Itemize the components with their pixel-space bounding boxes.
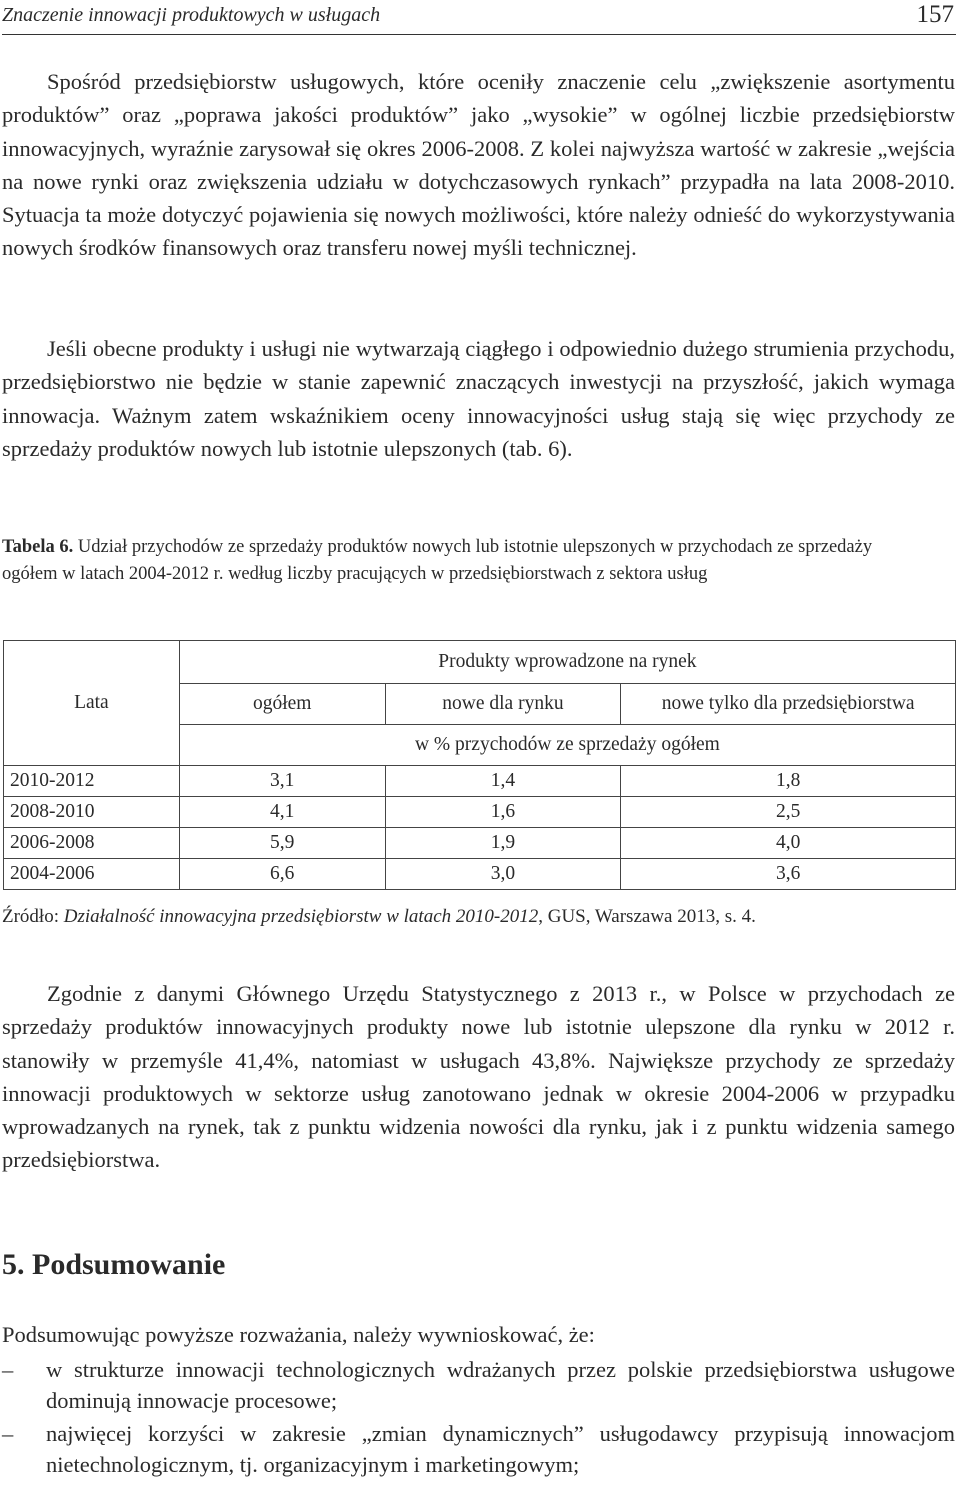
table-cell: 2006-2008 — [4, 828, 180, 859]
body-paragraph-1: Spośród przedsiębiorstw usługowych, które oceniły znaczenie celu „zwiększenie asortymentu produktów” oraz „poprawa jakości produktów” jako „wysokie” w ogólnej liczbie przedsiębiorstw innowacyjnych, wyraźnie zarysował się okres 2006-2008. Z kolei najwyższa wartość w zakresie „wejścia na nowe rynki oraz zwiększenia udziału w dotychczasowych rynkach” przypadła na lata 2008-2010. Sytuacja ta może dotyczyć pojawienia się nowych możliwości, które należy odnieść do wykorzystywania nowych środków finansowych oraz transferu nowej myśli technicznej. — [2, 69, 955, 261]
running-title: Znaczenie innowacji produktowych w usługach — [2, 4, 381, 26]
header-col-nowe-dla-przedsiebiorstwa: nowe tylko dla przedsiębiorstwa — [621, 684, 956, 725]
table-cell: 5,9 — [179, 828, 385, 859]
table-cell: 2,5 — [621, 797, 956, 828]
table-row — [4, 859, 956, 890]
table-cell: 3,0 — [385, 859, 621, 890]
table-cell: 3,1 — [179, 766, 385, 797]
table-cell: 2004-2006 — [4, 859, 180, 890]
table-caption-label: Tabela 6. — [2, 537, 74, 557]
unit-note: w % przychodów ze sprzedaży ogółem — [179, 725, 955, 766]
table-row — [4, 797, 956, 828]
summary-list-text: najwięcej korzyści w zakresie „zmian dynamicznych” usługodawcy przypisują innowacjom nietechnologicznym, tj. organizacyjnym i marketingowym; — [46, 1421, 955, 1477]
header-group: Produkty wprowadzone na rynek — [179, 641, 955, 684]
table-cell: 2008-2010 — [4, 797, 180, 828]
summary-list-text: w strukturze innowacji technologicznych wdrażanych przez polskie przedsiębiorstwa usługowe dominują innowacje procesowe; — [46, 1357, 955, 1413]
section-heading: 5. Podsumowanie — [2, 1248, 226, 1281]
table-cell: 4,0 — [621, 828, 956, 859]
table-caption-text: Udział przychodów ze sprzedaży produktów nowych lub istotnie ulepszonych w przychodach ze sprzedaży ogółem w latach 2004-2012 r. według liczby pracujących w przedsiębiorstwach z sektora usług — [2, 537, 873, 584]
body-paragraph-2: Jeśli obecne produkty i usługi nie wytwarzają ciągłego i odpowiednio dużego strumienia przychodu, przedsiębiorstwo nie będzie w stanie zapewnić znaczących inwestycji na przyszłość, jakich wymaga innowacja. Ważnym zatem wskaźnikiem oceny innowacyjności usług stają się więc przychody ze sprzedaży produktów nowych lub istotnie ulepszonych (tab. 6). — [2, 336, 955, 461]
table-source — [2, 906, 955, 928]
source-label: Źródło: — [2, 906, 59, 927]
header-col-ogolem: ogółem — [179, 684, 385, 725]
table-row — [4, 828, 956, 859]
source-details: , GUS, Warszawa 2013, s. 4. — [538, 906, 756, 927]
summary-list-item — [2, 1418, 955, 1480]
dash-bullet-icon: – — [2, 1357, 14, 1382]
summary-list-item — [2, 1354, 955, 1416]
running-header — [2, 0, 956, 35]
page-number: 157 — [916, 1, 954, 28]
table-header-row — [4, 641, 956, 684]
dash-bullet-icon: – — [2, 1421, 14, 1446]
data-table — [3, 640, 956, 890]
source-title: Działalność innowacyjna przedsiębiorstw w latach 2010-2012 — [63, 906, 539, 927]
body-paragraph-3: Zgodnie z danymi Głównego Urzędu Statystycznego z 2013 r., w Polsce w przychodach ze sprzedaży produktów innowacyjnych produkty nowe lub istotnie ulepszone dla rynku w 2012 r. stanowiły w przemyśle 41,4%, natomiast w usługach 43,8%. Największe przychody ze sprzedaży innowacji produktowych w sektorze usług zanotowano jednak w okresie 2004-2006 w przypadku wprowadzanych na rynek, tak z punktu widzenia nowości dla rynku, jak i z punktu widzenia samego przedsiębiorstwa. — [2, 981, 955, 1173]
table-cell: 1,9 — [385, 828, 621, 859]
table-cell: 4,1 — [179, 797, 385, 828]
table-row — [4, 766, 956, 797]
table-cell: 1,6 — [385, 797, 621, 828]
table-cell: 1,4 — [385, 766, 621, 797]
table-cell: 6,6 — [179, 859, 385, 890]
table-cell: 3,6 — [621, 859, 956, 890]
table-cell: 2010-2012 — [4, 766, 180, 797]
table-cell: 1,8 — [621, 766, 956, 797]
table-caption — [2, 534, 902, 587]
header-lata: Lata — [4, 641, 180, 766]
summary-intro: Podsumowując powyższe rozważania, należy wywnioskować, że: — [2, 1322, 595, 1347]
header-col-nowe-dla-rynku: nowe dla rynku — [385, 684, 621, 725]
